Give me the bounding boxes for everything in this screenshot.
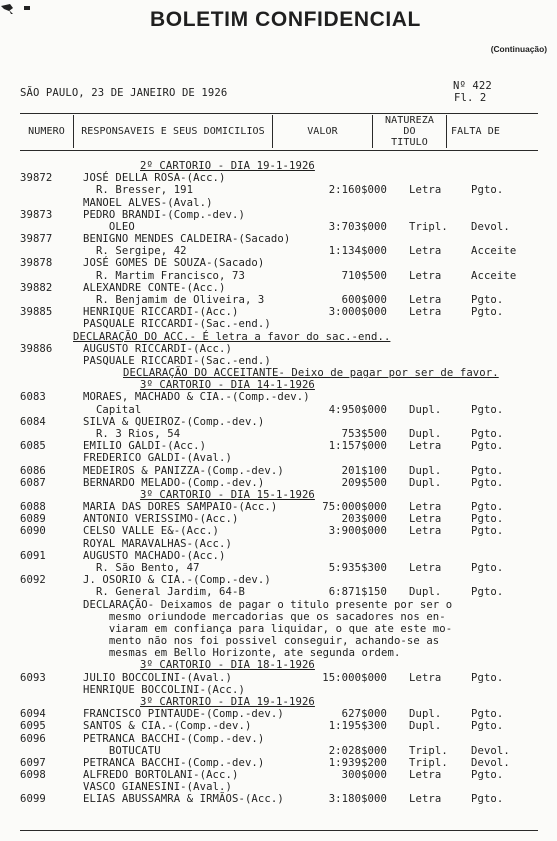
entry-number: 39877 [20,233,53,246]
sheet-number: Fl. 2 [454,92,487,104]
entry-value: 5:935$300 [328,561,387,574]
entry-description: R. São Bento, 47 [83,561,200,574]
entry-reason: Acceite [471,269,517,282]
entry-reason: Pgto. [471,294,504,306]
entry-description: ALFREDO BORTOLANI-(Acc.) [83,769,239,781]
entry-value: 1:939$200 [328,756,387,769]
entry-reason: Pgto. [471,403,504,416]
entry-description: EMILIO GALDI-(Acc.) [83,440,207,453]
entry-value: 4:950$000 [328,403,387,416]
entry-description: PETRANCA BACCHI-(Comp.-dev.) [83,756,265,769]
entry-description: DECLARAÇÃO- Deixamos de pagar o titulo presente por ser o [83,598,453,611]
entry-title-type: Dupl. [409,403,442,416]
entry-title-type: Dupl. [409,586,442,599]
entry-description: ALEXANDRE CONTE-(Acc.) [83,281,226,294]
entry-description: R. General Jardim, 64-B [83,586,245,599]
entry-value: 753$500 [341,428,387,440]
entry-description: ELIAS ABUSSAMRA & IRMÃOS-(Acc.) [83,793,284,806]
entry-value: 710$500 [341,269,387,282]
entry-number: 6084 [20,415,46,428]
entry-description: R. Benjamim de Oliveira, 3 [83,294,265,306]
entry-value: 2:028$000 [328,744,387,757]
entry-number: 6088 [20,501,46,513]
column-responsaveis: RESPONSAVEIS E SEUS DOMICILIOS [81,126,265,137]
column-natureza: TITULO [391,137,428,148]
entry-description: 3º CARTORIO - DIA 19-1-1926 [140,695,315,708]
entry-number: 6089 [20,513,46,526]
entry-reason: Pgto. [471,586,504,599]
entry-reason: Devol. [471,744,510,757]
entry-description: BOTUCATU [83,744,161,757]
entry-description: R. Bresser, 191 [83,184,194,197]
entry-value: 15:000$000 [322,671,387,684]
entry-number: 39882 [20,281,53,294]
page-title: BOLETIM CONFIDENCIAL [150,8,421,31]
entry-description: OLEO [83,220,135,233]
entry-reason: Pgto. [471,513,504,526]
entry-value: 203$000 [341,513,387,526]
entry-value: 600$000 [341,294,387,306]
entry-reason: Pgto. [471,720,504,733]
entry-number: 6099 [20,793,46,806]
column-natureza: NATUREZA [385,115,434,126]
entry-description: ROYAL MARAVALHAS-(Acc.) [83,537,232,550]
entry-number: 6093 [20,671,46,684]
entry-number: 6096 [20,732,46,745]
entry-value: 2:160$000 [328,184,387,197]
entry-reason: Pgto. [471,561,504,574]
entry-title-type: Dupl. [409,708,442,721]
entry-value: 3:180$000 [328,793,387,806]
entry-description: 3º CARTORIO - DIA 14-1-1926 [140,379,315,392]
entry-number: 39872 [20,172,53,185]
entry-description: viaram em confiança para liquidar, o que ate este mo- [83,622,453,635]
entry-number: 6092 [20,574,46,587]
entry-description: mesmas em Bello Horizonte, ate segunda ordem. [83,647,401,660]
header-bottom-rule [20,150,538,151]
entry-reason: Devol. [471,756,510,769]
header-top-rule [20,113,538,114]
entry-title-type: Letra [409,269,442,282]
entry-number: 6097 [20,756,46,769]
entry-description: DECLARAÇÃO DO ACC.- É letra a favor do sac.-end.. [73,330,391,343]
entry-title-type: Letra [409,306,442,319]
entry-value: 1:157$000 [328,440,387,453]
entry-number: 6095 [20,720,46,733]
entry-reason: Acceite [471,245,517,258]
entry-description: Capital [83,403,142,416]
entry-number: 6083 [20,391,46,404]
entry-description: AUGUSTO MACHADO-(Acc.) [83,549,226,562]
entry-reason: Pgto. [471,306,504,319]
entry-description: ANTONIO VERISSIMO-(Acc.) [83,513,239,526]
entry-reason: Pgto. [471,440,504,453]
entry-title-type: Dupl. [409,464,442,477]
entry-title-type: Tripl. [409,744,448,757]
entry-value: 201$100 [341,464,387,477]
entry-reason: Pgto. [471,428,504,440]
entry-description: JULIO BOCCOLINI-(Aval.) [83,671,232,684]
entry-number: 39873 [20,208,53,221]
entry-description: MORAES, MACHADO & CIA.-(Comp.-dev.) [83,391,310,404]
entry-description: BERNARDO MELADO-(Comp.-dev.) [83,476,265,489]
entry-reason: Pgto. [471,769,504,781]
entry-description: PEDRO BRANDI-(Comp.-dev.) [83,208,245,221]
entry-number: 6086 [20,464,46,477]
column-numero: NUMERO [28,126,65,137]
entry-description: BENIGNO MENDES CALDEIRA-(Sacado) [83,233,291,246]
entry-value: 300$000 [341,769,387,781]
entry-description: R. Martim Francisco, 73 [83,269,245,282]
column-falta: FALTA DE [451,126,500,137]
entry-title-type: Letra [409,245,442,258]
entry-number: 6091 [20,549,46,562]
logo-mark-icon [0,1,42,15]
entry-number: 39885 [20,306,53,319]
entry-description: 2º CARTORIO - DIA 19-1-1926 [140,160,315,172]
entry-description: HENRIQUE RICCARDI-(Acc.) [83,306,239,319]
entry-title-type: Letra [409,294,442,306]
entry-description: mesmo oriundode mercadorias que os sacadores nos en- [83,610,446,623]
entry-title-type: Letra [409,440,442,453]
entry-title-type: Letra [409,793,442,806]
entry-reason: Pgto. [471,708,504,721]
entry-reason: Pgto. [471,184,504,197]
entry-number: 6090 [20,525,46,538]
entry-number: 6098 [20,769,46,781]
bulletin-number: Nº 422 [453,80,492,92]
entry-description: FREDERICO GALDI-(Aval.) [83,452,232,465]
entry-title-type: Dupl. [409,720,442,733]
entry-number: 39878 [20,257,53,270]
column-valor: VALOR [307,126,338,137]
entry-description: DECLARAÇÃO DO ACCEITANTE- Deixo de pagar por ser de favor. [123,367,499,380]
entry-description: R. 3 Rios, 54 [83,428,181,440]
entry-description: VASCO GIANESINI-(Aval.) [83,781,232,794]
entry-value: 209$500 [341,476,387,489]
page-bottom-rule [20,830,538,831]
entry-description: SANTOS & CIA.-(Comp.-dev.) [83,720,252,733]
entry-description: MEDEIROS & PANIZZA-(Comp.-dev.) [83,464,284,477]
entry-description: PASQUALE RICCARDI-(Sac.-end.) [83,318,271,331]
entry-number: 6087 [20,476,46,489]
entry-reason: Pgto. [471,476,504,489]
entry-value: 1:134$000 [328,245,387,258]
entry-value: 3:900$000 [328,525,387,538]
entry-title-type: Letra [409,501,442,513]
entry-reason: Devol. [471,220,510,233]
entry-description: HENRIQUE BOCCOLINI-(Acc.) [83,683,245,696]
entry-description: JOSÉ DELLA ROSA-(Acc.) [83,172,226,185]
place-date: SÃO PAULO, 23 DE JANEIRO DE 1926 [20,87,228,99]
entry-number: 6085 [20,440,46,453]
entry-title-type: Letra [409,671,442,684]
entry-title-type: Dupl. [409,476,442,489]
entry-description: SILVA & QUEIROZ-(Comp.-dev.) [83,415,265,428]
entry-reason: Pgto. [471,793,504,806]
entry-title-type: Tripl. [409,220,448,233]
entry-reason: Pgto. [471,501,504,513]
entry-description: FRANCISCO PINTAUDE-(Comp.-dev.) [83,708,284,721]
entry-description: J. OSORIO & CIA.-(Comp.-dev.) [83,574,271,587]
entry-title-type: Letra [409,513,442,526]
entry-description: AUGUSTO RICCARDI-(Acc.) [83,342,232,355]
entry-value: 75:000$000 [322,501,387,513]
entry-value: 1:195$300 [328,720,387,733]
entry-reason: Pgto. [471,464,504,477]
entry-description: PASQUALE RICCARDI-(Sac.-end.) [83,354,271,367]
entry-value: 627$000 [341,708,387,721]
entry-description: 3º CARTORIO - DIA 15-1-1926 [140,488,315,501]
entry-description: MARIA DAS DORES SAMPAIO-(Acc.) [83,501,278,513]
entry-reason: Pgto. [471,671,504,684]
entry-description: MANOEL ALVES-(Aval.) [83,196,213,209]
entry-title-type: Letra [409,769,442,781]
column-natureza: DO [403,126,416,137]
entry-value: 6:871$150 [328,586,387,599]
entry-title-type: Dupl. [409,428,442,440]
entry-description: CELSO VALLE E&-(Acc.) [83,525,220,538]
entry-description: JOSÉ GOMES DE SOUZA-(Sacado) [83,257,265,270]
entry-title-type: Letra [409,525,442,538]
entry-description: 3º CARTORIO - DIA 18-1-1926 [140,659,315,672]
entry-title-type: Letra [409,184,442,197]
entry-description: PETRANCA BACCHI-(Comp.-dev.) [83,732,265,745]
entry-value: 3:000$000 [328,306,387,319]
entry-number: 39886 [20,342,53,355]
entry-title-type: Letra [409,561,442,574]
entry-description: R. Sergipe, 42 [83,245,187,258]
entry-reason: Pgto. [471,525,504,538]
entry-title-type: Tripl. [409,756,448,769]
entry-value: 3:703$000 [328,220,387,233]
entry-number: 6094 [20,708,46,721]
entry-description: mento não nos foi possivel conseguir, achando-se as [83,635,440,647]
continuation-label: (Continuação) [490,44,547,54]
